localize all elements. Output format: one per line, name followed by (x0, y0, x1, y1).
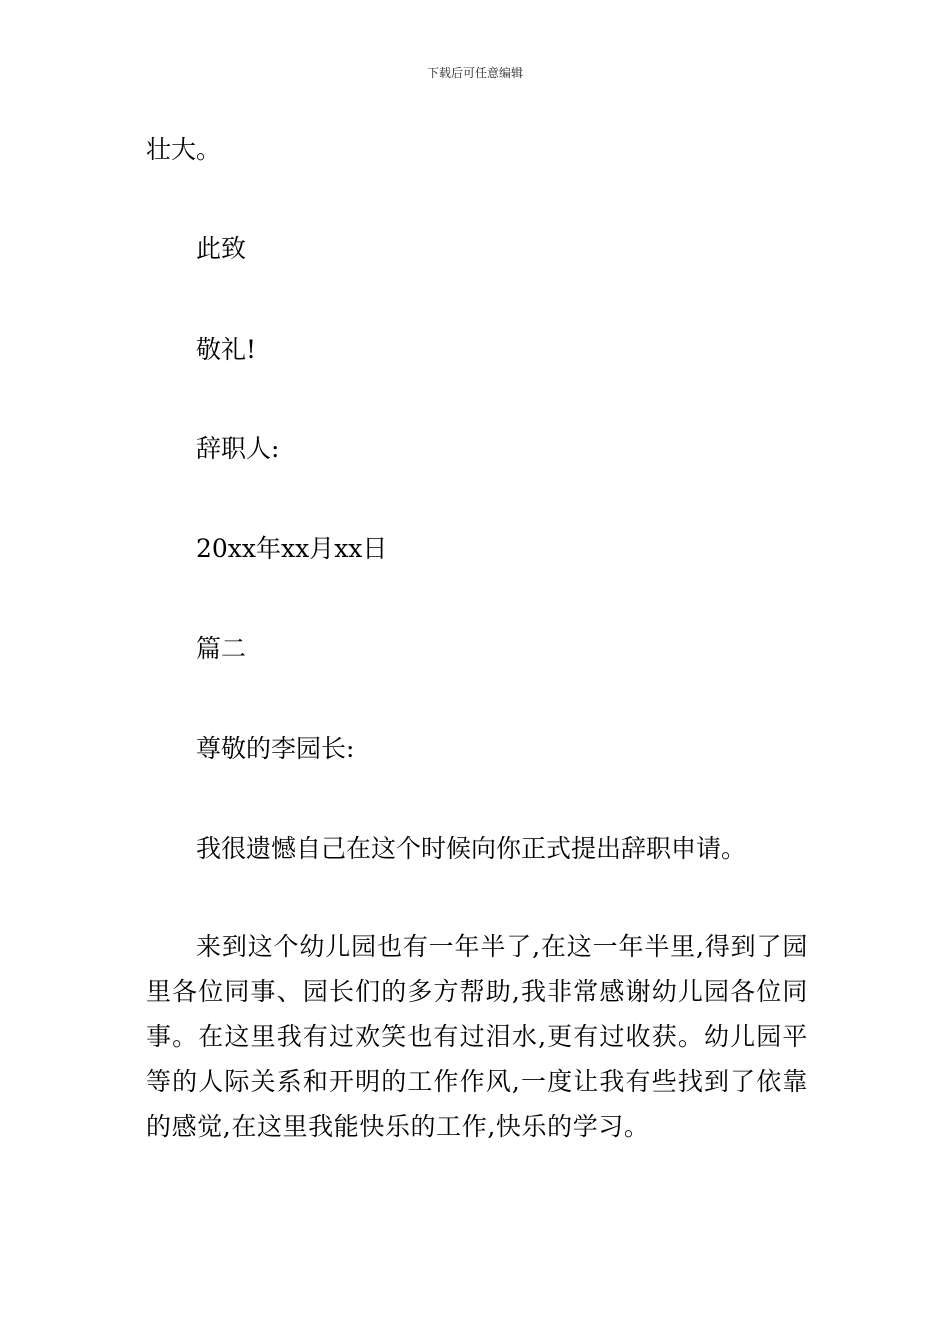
section-heading: 篇二 (196, 634, 247, 663)
page-header: 下载后可任意编辑 (426, 66, 523, 80)
body-paragraph: 来到这个幼儿园也有一年半了,在这一年半里,得到了园里各位同事、园长们的多方帮助,我非常感谢幼儿园各位同事。在这里我有过欢笑也有过泪水,更有过收获。幼儿园平等的人际关系和开明的工作作风,一度让我有些找到了依靠的感觉,在这里我能快乐的工作,快乐的学习。 (146, 932, 808, 1141)
text-line-continuation: 壮大。 (146, 135, 222, 164)
text-line-signer: 辞职人: (196, 434, 280, 463)
text-line-date: 20xx年xx月xx日 (196, 534, 388, 563)
text-line-closing: 此致 (196, 234, 247, 263)
text-line-greeting: 尊敬的李园长: (196, 734, 355, 763)
text-line-salutation: 敬礼! (196, 335, 257, 364)
text-line-intro: 我很遗憾自己在这个时候向你正式提出辞职申请。 (196, 834, 747, 863)
